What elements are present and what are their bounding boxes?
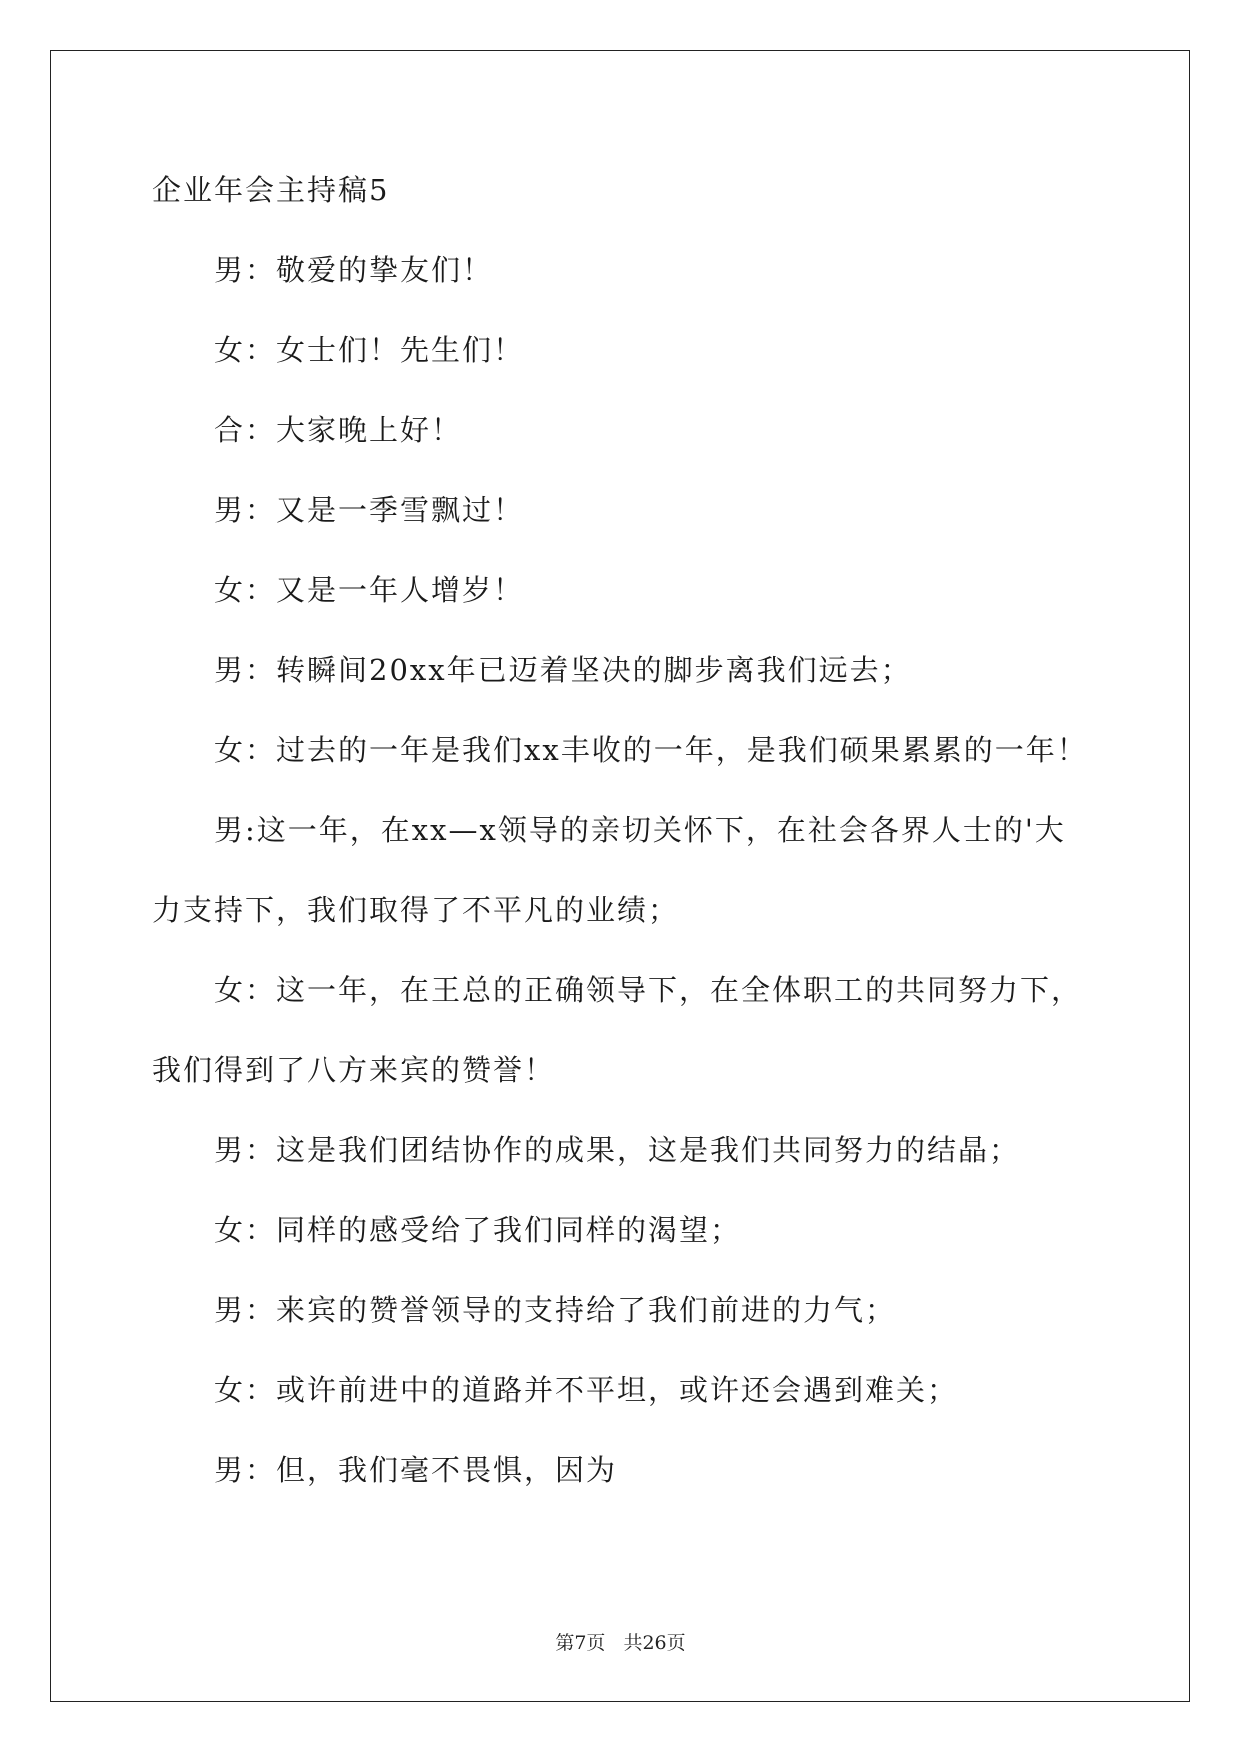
paragraph-continuation: 力支持下，我们取得了不平凡的业绩； [152,893,680,927]
paragraph: 男:这一年，在xx—x领导的亲切关怀下，在社会各界人士的'大 [214,813,1066,847]
paragraph: 男：这是我们团结协作的成果，这是我们共同努力的结晶； [214,1133,1021,1167]
paragraph: 女：同样的感受给了我们同样的渴望； [214,1213,742,1247]
paragraph: 男：又是一季雪飘过！ [214,493,525,527]
paragraph: 男：来宾的赞誉领导的支持给了我们前进的力气； [214,1293,897,1327]
paragraph: 男：敬爱的挚友们！ [214,253,494,287]
paragraph: 合：大家晚上好！ [214,413,463,447]
paragraph: 女：女士们！先生们！ [214,333,525,367]
page-total: 共26页 [623,1632,686,1654]
paragraph: 男：但，我们毫不畏惧，因为 [214,1453,618,1487]
paragraph-continuation: 我们得到了八方来宾的赞誉！ [152,1053,556,1087]
paragraph: 女：过去的一年是我们xx丰收的一年，是我们硕果累累的一年！ [214,733,1088,767]
page-footer [0,1628,1241,1655]
page-number: 第7页 [555,1632,606,1654]
paragraph: 女：或许前进中的道路并不平坦，或许还会遇到难关； [214,1373,959,1407]
paragraph: 女：这一年，在王总的正确领导下，在全体职工的共同努力下， [214,973,1083,1007]
document-title: 企业年会主持稿5 [152,173,390,207]
paragraph: 女：又是一年人增岁！ [214,573,525,607]
paragraph: 男：转瞬间20xx年已迈着坚决的脚步离我们远去； [214,653,912,687]
